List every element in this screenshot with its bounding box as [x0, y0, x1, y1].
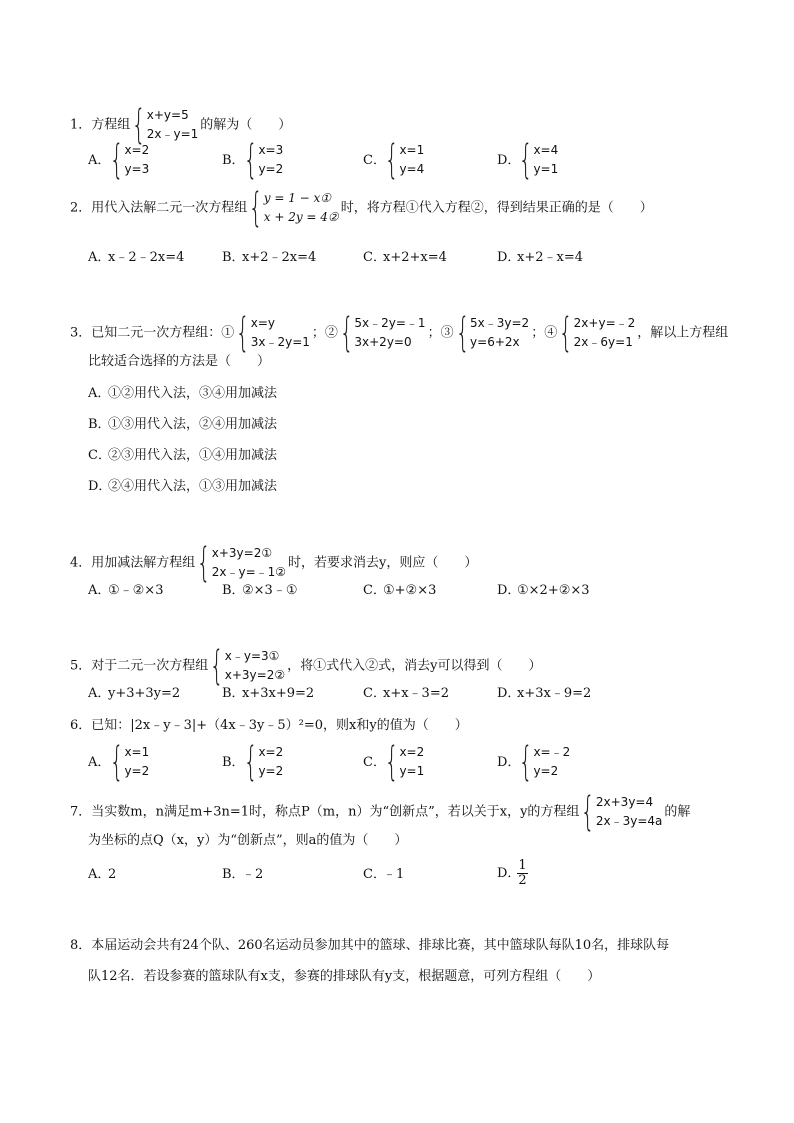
- q7-eq1: 2x+3y=4: [595, 795, 654, 809]
- q2-stem-post: 时，将方程①代入方程②，得到结果正确的是（ ）: [340, 200, 653, 216]
- q4-eq2: 2x﹣y=﹣1②: [211, 565, 287, 579]
- q4-option-a[interactable]: [88, 581, 163, 601]
- brace-icon: {: [558, 310, 573, 356]
- option-text: x+2+x=4: [383, 250, 447, 265]
- question-6: [70, 716, 468, 736]
- q5-number: 5．: [70, 658, 92, 674]
- option-text: ﹣2: [242, 867, 264, 882]
- q6-option-c[interactable]: [363, 739, 426, 785]
- q3-sys4-eq2: 2x﹣6y=1: [573, 335, 633, 349]
- q1-option-c[interactable]: [363, 137, 426, 183]
- option-eq1: x=2: [258, 745, 284, 759]
- q3-stem-pre: 已知二元一次方程组：①: [91, 325, 235, 341]
- option-label: C．: [363, 867, 386, 882]
- option-label: D．: [497, 866, 521, 881]
- q3-separator: ；③: [427, 325, 454, 341]
- brace-icon: {: [109, 739, 124, 785]
- q1-eq2: 2x﹣y=1: [146, 127, 199, 141]
- option-label: C．: [363, 686, 386, 701]
- option-label: B．: [88, 417, 111, 432]
- q2-option-a[interactable]: [88, 248, 184, 268]
- brace-icon: {: [243, 739, 258, 785]
- option-label: B．: [222, 152, 245, 168]
- q3-option-d[interactable]: [88, 477, 277, 497]
- option-label: D．: [497, 686, 521, 701]
- q5-stem-post: ，将①式代入②式，消去y可以得到（ ）: [287, 658, 542, 674]
- brace-icon: {: [197, 540, 212, 586]
- q7-option-a[interactable]: [88, 865, 116, 885]
- option-label: B．: [222, 867, 245, 882]
- brace-icon: {: [384, 137, 399, 183]
- q7-option-d[interactable]: [497, 859, 528, 888]
- option-label: D．: [88, 479, 112, 494]
- q6-option-b[interactable]: [222, 739, 285, 785]
- q1-option-a[interactable]: [88, 137, 151, 183]
- option-text: ①+②×3: [383, 583, 437, 598]
- brace-icon: {: [109, 137, 124, 183]
- q5-option-c[interactable]: [363, 684, 449, 704]
- q2-eq2: x + 2y = 4②: [263, 210, 339, 224]
- option-text: ﹣1: [383, 867, 405, 882]
- option-text: ①﹣②×3: [108, 583, 164, 598]
- option-text: 2: [108, 867, 117, 882]
- q7-number: 7．: [70, 804, 92, 820]
- option-eq2: y=1: [399, 764, 425, 778]
- q3-sys3-eq2: y=6+2x: [470, 335, 520, 349]
- q2-number: 2．: [70, 200, 92, 216]
- q7-stem-pre: 当实数m，n满足m+3n=1时，称点P（m，n）为“创新点”，若以关于x，y的方程组: [91, 804, 580, 820]
- q4-option-c[interactable]: [363, 581, 436, 601]
- brace-icon: {: [518, 739, 533, 785]
- q6-number: 6．: [70, 718, 92, 733]
- question-8: [70, 936, 669, 956]
- q5-option-a[interactable]: [88, 684, 180, 704]
- option-text: ①②用代入法，③④用加减法: [108, 386, 278, 401]
- q4-eq1: x+3y=2①: [211, 546, 273, 560]
- option-label: A．: [88, 250, 111, 265]
- option-text: ①×2+②×3: [517, 583, 590, 598]
- option-text: y+3+3y=2: [108, 686, 181, 701]
- q3-option-c[interactable]: [88, 446, 277, 466]
- q5-stem-pre: 对于二元一次方程组: [91, 658, 209, 674]
- q3-separator: ；②: [311, 325, 338, 341]
- q7-stem-post: 的解: [664, 804, 691, 820]
- option-label: B．: [222, 583, 245, 598]
- option-eq2: y=4: [399, 162, 425, 176]
- q1-equation-system: [132, 102, 199, 148]
- q3-stem-post: ，解以上方程组: [637, 325, 729, 341]
- option-text: ②③用代入法，①④用加减法: [108, 448, 278, 463]
- option-label: D．: [497, 754, 521, 770]
- option-label: A．: [88, 686, 111, 701]
- option-label: A．: [88, 152, 111, 168]
- q1-stem-pre: 方程组: [91, 117, 131, 133]
- q6-stem: 已知：|2x﹣y﹣3|+（4x﹣3y﹣5）²=0，则x和y的值为（ ）: [91, 718, 468, 733]
- option-text: ②④用代入法，①③用加减法: [108, 479, 278, 494]
- q8-stem-line2: 队12名．若设参赛的篮球队有x支，参赛的排球队有y支，根据题意，可列方程组（ ）: [88, 969, 601, 984]
- q1-option-d[interactable]: [497, 137, 560, 183]
- option-eq1: x=2: [399, 745, 425, 759]
- option-text: ①③用代入法，②④用加减法: [108, 417, 278, 432]
- option-label: B．: [222, 250, 245, 265]
- fraction-numerator: 1: [518, 858, 527, 873]
- q3-sys2-eq1: 5x﹣2y=﹣1: [354, 316, 426, 330]
- q2-option-b[interactable]: [222, 248, 316, 268]
- q4-number: 4．: [70, 555, 92, 571]
- fraction-denominator: 2: [518, 873, 527, 888]
- q2-option-d[interactable]: [497, 248, 583, 268]
- q5-equation-system: [210, 643, 286, 689]
- q3-stem-line2: 比较适合选择的方法是（ ）: [88, 354, 271, 369]
- q8-number: 8．: [70, 938, 92, 953]
- question-5: [70, 643, 542, 689]
- option-text: x+2﹣2x=4: [242, 250, 317, 265]
- q1-stem-post: 的解为（ ）: [200, 117, 292, 133]
- option-eq1: x=2: [124, 143, 150, 157]
- brace-icon: {: [455, 310, 470, 356]
- q3-sys4-eq1: 2x+y=﹣2: [573, 316, 636, 330]
- q3-sys1-eq2: 3x﹣2y=1: [250, 335, 310, 349]
- q1-eq1: x+y=5: [146, 108, 189, 122]
- option-label: C．: [363, 754, 386, 770]
- q4-option-d[interactable]: [497, 581, 590, 601]
- option-eq1: x=4: [533, 143, 559, 157]
- q3-system-1: [236, 310, 310, 356]
- q3-system-4: [558, 310, 636, 356]
- q6-option-a[interactable]: [88, 739, 151, 785]
- option-eq1: x=1: [399, 143, 425, 157]
- q6-option-d[interactable]: [497, 739, 572, 785]
- brace-icon: {: [236, 310, 251, 356]
- q7-stem-line2: 为坐标的点Q（x，y）为“创新点”，则a的值为（ ）: [88, 833, 408, 848]
- option-label: D．: [497, 152, 521, 168]
- option-eq1: x=3: [258, 143, 284, 157]
- brace-icon: {: [518, 137, 533, 183]
- q4-equation-system: [197, 540, 287, 586]
- q3-sys1-eq1: x=y: [250, 316, 276, 330]
- q3-system-2: [339, 310, 426, 356]
- q3-option-a[interactable]: [88, 384, 277, 404]
- q4-stem-post: 时，若要求消去y，则应（ ）: [288, 555, 478, 571]
- q2-option-c[interactable]: [363, 248, 447, 268]
- option-eq2: y=2: [124, 764, 150, 778]
- brace-icon: {: [339, 310, 354, 356]
- option-label: A．: [88, 583, 111, 598]
- brace-icon: {: [243, 137, 258, 183]
- option-eq2: y=2: [533, 764, 559, 778]
- option-text: x+3x﹣9=2: [517, 686, 592, 701]
- q3-sys3-eq1: 5x﹣3y=2: [470, 316, 530, 330]
- option-label: B．: [222, 754, 245, 770]
- question-1: [70, 102, 292, 148]
- option-text: x+2﹣x=4: [517, 250, 583, 265]
- q3-separator: ；④: [531, 325, 558, 341]
- q3-system-3: [455, 310, 530, 356]
- brace-icon: {: [249, 185, 264, 231]
- q4-option-b[interactable]: [222, 581, 297, 601]
- q7-equation-system: [581, 789, 663, 835]
- q7-option-b[interactable]: [222, 865, 263, 885]
- option-label: B．: [222, 686, 245, 701]
- q4-stem-pre: 用加减法解方程组: [91, 555, 196, 571]
- option-text: x+3x+9=2: [242, 686, 315, 701]
- option-text: x﹣2﹣2x=4: [108, 250, 185, 265]
- option-label: C．: [363, 583, 386, 598]
- q1-number: 1．: [70, 117, 92, 133]
- q2-stem-pre: 用代入法解二元一次方程组: [91, 200, 248, 216]
- brace-icon: {: [384, 739, 399, 785]
- question-2: [70, 185, 653, 231]
- option-label: A．: [88, 386, 111, 401]
- q7-option-c[interactable]: [363, 865, 404, 885]
- brace-icon: {: [581, 789, 596, 835]
- q3-option-b[interactable]: [88, 415, 277, 435]
- option-eq1: x=﹣2: [533, 745, 571, 759]
- option-label: C．: [88, 448, 111, 463]
- brace-icon: {: [132, 102, 147, 148]
- brace-icon: {: [210, 643, 225, 689]
- option-eq2: y=3: [124, 162, 150, 176]
- option-eq2: y=1: [533, 162, 559, 176]
- q5-option-d[interactable]: [497, 684, 591, 704]
- q2-eq1: y = 1 − x①: [263, 191, 332, 205]
- q1-option-b[interactable]: [222, 137, 285, 183]
- q8-stem-line1: 本届运动会共有24个队、260名运动员参加其中的篮球、排球比赛，其中篮球队每队10名，排球队每: [91, 938, 670, 953]
- q3-number: 3．: [70, 325, 92, 341]
- q5-eq1: x﹣y=3①: [224, 649, 280, 663]
- option-eq2: y=2: [258, 764, 284, 778]
- q5-eq2: x+3y=2②: [224, 668, 286, 682]
- q3-sys2-eq2: 3x+2y=0: [354, 335, 412, 349]
- q2-equation-system: [249, 185, 339, 231]
- option-eq2: y=2: [258, 162, 284, 176]
- option-label: C．: [363, 152, 386, 168]
- option-label: A．: [88, 754, 111, 770]
- question-7: [70, 789, 691, 835]
- option-label: C．: [363, 250, 386, 265]
- q7-eq2: 2x﹣3y=4a: [595, 814, 663, 828]
- option-label: D．: [497, 583, 521, 598]
- option-label: A．: [88, 867, 111, 882]
- option-text: ②×3﹣①: [242, 583, 298, 598]
- question-4: [70, 540, 478, 586]
- option-label: D．: [497, 250, 521, 265]
- question-3: [70, 310, 729, 356]
- option-text: x+x﹣3=2: [383, 686, 449, 701]
- q5-option-b[interactable]: [222, 684, 314, 704]
- option-eq1: x=1: [124, 745, 150, 759]
- fraction: [517, 859, 528, 888]
